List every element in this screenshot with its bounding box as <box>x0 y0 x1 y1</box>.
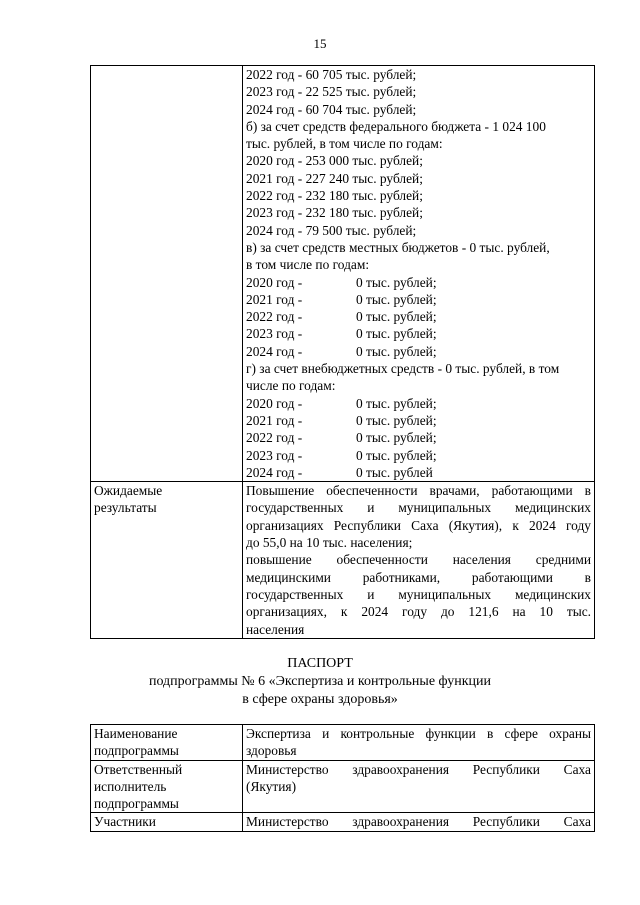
table-row <box>91 813 595 831</box>
results-row <box>91 482 595 639</box>
extra-line: 2022 год - 0 тыс. рублей; <box>246 430 437 446</box>
local-line: 2024 год - 0 тыс. рублей; <box>246 343 437 359</box>
row-label: Участники <box>91 813 243 831</box>
row-value: Экспертиза и контрольные функции в сфере охраны здоровья <box>243 725 595 761</box>
row-value: Министерство здравоохранения Республики Саха (Якутия) <box>243 760 595 813</box>
extra-line: 2024 год - 0 тыс. рублей <box>246 464 433 480</box>
local-line: 2023 год - 0 тыс. рублей; <box>246 326 437 342</box>
extra-title: числе по годам: <box>246 378 336 394</box>
empty-label-cell <box>91 66 243 482</box>
table-row <box>91 725 595 761</box>
local-title: в) за счет средств местных бюджетов - 0 тыс. рублей, <box>246 239 550 255</box>
extra-line: 2021 год - 0 тыс. рублей; <box>246 412 437 428</box>
regional-line: 2024 год - 60 704 тыс. рублей; <box>246 101 417 117</box>
passport-table <box>90 724 595 832</box>
extra-title: г) за счет внебюджетных средств - 0 тыс. рублей, в том <box>246 361 560 377</box>
federal-title: тыс. рублей, в том числе по годам: <box>246 136 443 152</box>
federal-line: 2022 год - 232 180 тыс. рублей; <box>246 188 423 204</box>
local-line: 2022 год - 0 тыс. рублей; <box>246 309 437 325</box>
funding-row <box>91 66 595 482</box>
local-line: 2020 год - 0 тыс. рублей; <box>246 274 437 290</box>
funding-cell <box>243 66 595 482</box>
regional-line: 2022 год - 60 705 тыс. рублей; <box>246 67 417 82</box>
federal-line: 2020 год - 253 000 тыс. рублей; <box>246 153 423 169</box>
results-text: Повышение обеспеченности врачами, работающими в государственных и муниципальных медицинских организациях Республики Саха (Якутия), к 2024 году до 55,0 на 10 тыс. населения; повышение обеспеченности населения средними медицинскими работниками, работающими в государственных и муниципальных медицинских организациях, к 2024 году до 121,6 на 10 тыс. населения <box>243 482 595 639</box>
funding-table <box>90 65 595 639</box>
row-label: Наименование подпрограммы <box>91 725 243 761</box>
local-title: в том числе по годам: <box>246 257 370 273</box>
regional-line: 2023 год - 22 525 тыс. рублей; <box>246 84 417 100</box>
table-row <box>91 760 595 813</box>
page-number: 15 <box>313 36 327 51</box>
row-value: Министерство здравоохранения Республики Саха <box>243 813 595 831</box>
federal-line: 2023 год - 232 180 тыс. рублей; <box>246 205 423 221</box>
passport-subtitle: подпрограммы № 6 «Экспертиза и контрольные функции <box>148 674 492 689</box>
passport-heading <box>0 655 640 709</box>
row-label: Ответственный исполнитель подпрограммы <box>91 760 243 813</box>
extra-line: 2023 год - 0 тыс. рублей; <box>246 447 437 463</box>
extra-line: 2020 год - 0 тыс. рублей; <box>246 395 437 411</box>
results-label: Ожидаемые результаты <box>91 482 243 639</box>
federal-line: 2024 год - 79 500 тыс. рублей; <box>246 222 417 238</box>
federal-line: 2021 год - 227 240 тыс. рублей; <box>246 170 423 186</box>
passport-title: ПАСПОРТ <box>287 656 353 671</box>
passport-subtitle: в сфере охраны здоровья» <box>242 692 398 707</box>
local-line: 2021 год - 0 тыс. рублей; <box>246 291 437 307</box>
federal-title: б) за счет средств федерального бюджета - 1 024 100 <box>246 118 546 134</box>
